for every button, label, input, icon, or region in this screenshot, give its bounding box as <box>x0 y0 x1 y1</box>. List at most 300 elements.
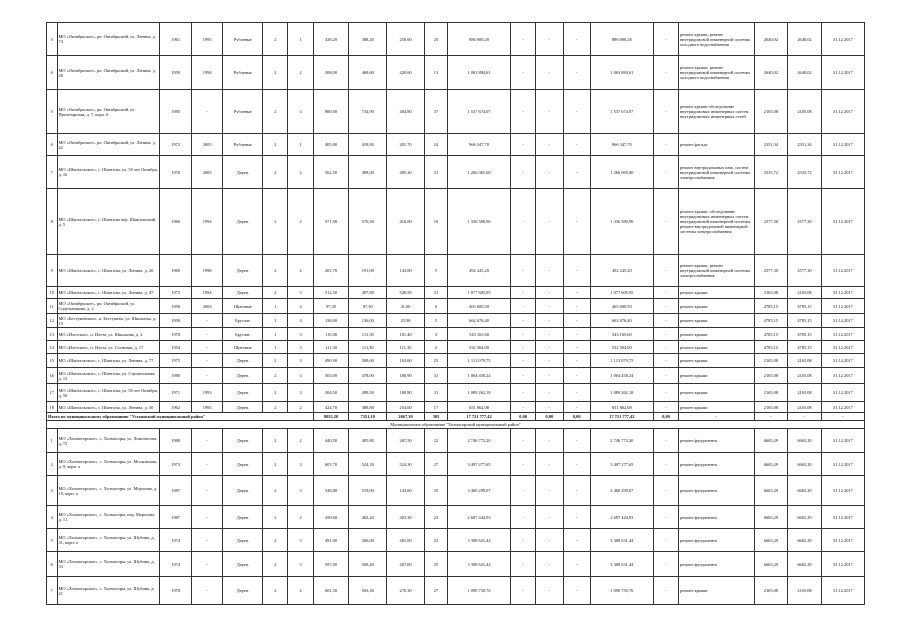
cell-date: 31.12.2017 <box>821 402 864 413</box>
cell-mat: Дерев. <box>223 189 263 255</box>
cell-d2: - <box>536 384 563 402</box>
cell-p: 25 <box>424 476 447 506</box>
section-title: Муниципальное образование "Холмогорский муниципальный район" <box>47 421 865 429</box>
cell-y1: 1974 <box>160 529 192 552</box>
cell-a3: 143,00 <box>387 255 425 287</box>
cell-d2: - <box>536 90 563 134</box>
cell-a2: 97,30 <box>349 299 387 314</box>
cell-mat: Дерев. <box>223 529 263 552</box>
cell-p: 3 <box>424 328 447 341</box>
cell-d3: - <box>563 314 590 328</box>
cell-u1: 2165,08 <box>754 384 788 402</box>
cell-fl: 2 <box>263 429 288 453</box>
cell-addr: МО «Шангальское», с. Шангалы пер. Шангальский, д. 5 <box>57 189 160 255</box>
cell-a2: 519,00 <box>349 476 387 506</box>
cell-own: 1 089 262,18 <box>590 384 653 402</box>
cell-fl: 2 <box>263 384 288 402</box>
cell-n: 6 <box>47 56 58 90</box>
cell-p: 6 <box>424 299 447 314</box>
cell-p: 24 <box>424 134 447 156</box>
cell-work: ремонт крыши, ремонт внутридомовой инженерной системы холодного водоснабжения <box>679 23 755 56</box>
cell-d2: - <box>536 453 563 476</box>
cell-n: 4 <box>47 506 58 529</box>
cell-d3: - <box>563 402 590 413</box>
total-unit-2: - <box>788 413 822 421</box>
cell-a2: 497,80 <box>349 287 387 299</box>
cell-y1: 1950 <box>160 299 192 314</box>
cell-d2: - <box>536 23 563 56</box>
cell-date: 31.12.2017 <box>821 56 864 90</box>
cell-d4: - <box>653 189 678 255</box>
cell-fl: 2 <box>263 402 288 413</box>
cell-mat: Дерев. <box>223 506 263 529</box>
cell-fl: 2 <box>263 255 288 287</box>
total-fund-3: 0,00 <box>563 413 590 421</box>
cell-cost: 2 746 772,20 <box>448 429 511 453</box>
cell-en: 3 <box>288 529 313 552</box>
cell-cost: 966 347,70 <box>448 134 511 156</box>
registry-sheet <box>46 22 865 605</box>
cell-en: 2 <box>288 402 313 413</box>
cell-date: 31.12.2017 <box>821 189 864 255</box>
cell-d4: - <box>653 90 678 134</box>
cell-en: 1 <box>288 23 313 56</box>
cell-d4: - <box>653 287 678 299</box>
cell-fl: 2 <box>263 506 288 529</box>
cell-a2: 388,80 <box>349 402 387 413</box>
cell-a2: 418,80 <box>349 134 387 156</box>
cell-en: 3 <box>288 287 313 299</box>
cell-addr: МО «Холмогорское», с. Холмогоры, ул. Шубина, д. 21 <box>57 577 160 605</box>
table-row <box>47 453 865 476</box>
total-date: - <box>821 413 864 421</box>
cell-a3: 485,20 <box>387 156 425 189</box>
cell-mat: Дерев. <box>223 368 263 384</box>
cell-a2: 136,00 <box>349 314 387 328</box>
cell-y2: - <box>191 368 223 384</box>
cell-a3: 267,50 <box>387 429 425 453</box>
cell-d1: - <box>511 189 536 255</box>
cell-own: 662 676,40 <box>590 314 653 328</box>
cell-n: 5 <box>47 529 58 552</box>
cell-en: 2 <box>288 189 313 255</box>
cell-fl: 2 <box>263 368 288 384</box>
cell-u1: 4785,15 <box>754 328 788 341</box>
cell-d4: - <box>653 314 678 328</box>
cell-work: ремонт крыши обследование внутридомовых инженерных систем внутридомовых инженерных сетей <box>679 90 755 134</box>
cell-y2: - <box>191 577 223 605</box>
cell-fl: 2 <box>263 552 288 577</box>
cell-a3: 143,60 <box>387 476 425 506</box>
cell-d2: - <box>536 341 563 354</box>
cell-date: 31.12.2017 <box>821 134 864 156</box>
cell-n: 18 <box>47 402 58 413</box>
cell-a1: 111,30 <box>313 341 349 354</box>
cell-n: 7 <box>47 577 58 605</box>
cell-fl: 2 <box>263 56 288 90</box>
cell-d1: - <box>511 328 536 341</box>
cell-d1: - <box>511 341 536 354</box>
cell-a1: 97,30 <box>313 299 349 314</box>
cell-mat: Дерев. <box>223 287 263 299</box>
cell-n: 9 <box>47 255 58 287</box>
cell-mat: Щитовые <box>223 341 263 354</box>
cell-d3: - <box>563 299 590 314</box>
cell-date: 31.12.2017 <box>821 476 864 506</box>
cell-d3: - <box>563 287 590 299</box>
cell-a1: 571,90 <box>313 189 349 255</box>
cell-u1: 4785,15 <box>754 314 788 328</box>
cell-work: ремонт крыши <box>679 341 755 354</box>
cell-p: 27 <box>424 577 447 605</box>
cell-en: 3 <box>288 341 313 354</box>
capital-repair-table <box>46 22 865 605</box>
cell-a2: 503,30 <box>349 577 387 605</box>
cell-u1: 6665,29 <box>754 429 788 453</box>
cell-addr: МО «Холмогорское», с. Холмогоры, ул. Шубина, д. 33 <box>57 552 160 577</box>
cell-y1: 1971 <box>160 384 192 402</box>
cell-y1: 1969 <box>160 255 192 287</box>
cell-u2: 2165,08 <box>788 287 822 299</box>
cell-y2: - <box>191 314 223 328</box>
cell-p: 2 <box>424 341 447 354</box>
cell-p: 25 <box>424 552 447 577</box>
cell-a3: 111,30 <box>387 341 425 354</box>
cell-date: 31.12.2017 <box>821 577 864 605</box>
cell-own: 1 113 079,75 <box>590 354 653 368</box>
cell-d1: - <box>511 429 536 453</box>
cell-work: ремонт фундамента <box>679 453 755 476</box>
cell-y1: 1966 <box>160 189 192 255</box>
cell-u1: 2165,08 <box>754 287 788 299</box>
cell-date: 31.12.2017 <box>821 328 864 341</box>
cell-a3: 201,70 <box>387 134 425 156</box>
cell-fl: 2 <box>263 134 288 156</box>
cell-y2: 1998 <box>191 255 223 287</box>
cell-own: 1 266 065,00 <box>590 156 653 189</box>
cell-u1: 2165,08 <box>754 368 788 384</box>
cell-y1: 1980 <box>160 368 192 384</box>
table-row <box>47 156 865 189</box>
cell-y2: - <box>191 328 223 341</box>
table-row <box>47 429 865 453</box>
cell-y2: - <box>191 90 223 134</box>
cell-d1: - <box>511 476 536 506</box>
total-row <box>47 413 865 421</box>
cell-d3: - <box>563 56 590 90</box>
cell-u1: 2577,30 <box>754 255 788 287</box>
cell-work: ремонт крыши, ремонт внутридомовой инженерной системы холодного водоснабжения <box>679 56 755 90</box>
cell-date: 31.12.2017 <box>821 506 864 529</box>
cell-addr: МО «Октябрьское», рп. Октябрьский, ул. Ленина, д. 42 <box>57 134 160 156</box>
cell-n: 7 <box>47 156 58 189</box>
cell-a1: 603,70 <box>313 453 349 476</box>
cell-u2: 4785,15 <box>788 328 822 341</box>
cell-y2: - <box>191 429 223 453</box>
cell-cost: 1 064 458,24 <box>448 368 511 384</box>
cell-u2: 2640,02 <box>788 56 822 90</box>
cell-cost: 1 336 580,96 <box>448 189 511 255</box>
cell-u1: 2165,08 <box>754 402 788 413</box>
cell-d1: - <box>511 506 536 529</box>
cell-d1: - <box>511 134 536 156</box>
cell-mat: Дерев. <box>223 476 263 506</box>
cell-mat: Щитовые <box>223 299 263 314</box>
cell-a1: 136,00 <box>313 314 349 328</box>
cell-fl: 2 <box>263 453 288 476</box>
cell-a3: 481,00 <box>387 529 425 552</box>
cell-d2: - <box>536 368 563 384</box>
cell-work: ремонт крыши, ремонт внутридомовой инженерной системы электроснабжения <box>679 255 755 287</box>
cell-p: 16 <box>424 189 447 255</box>
cell-d4: - <box>653 56 678 90</box>
cell-p: 17 <box>424 402 447 413</box>
cell-mat: Дерев. <box>223 552 263 577</box>
cell-own: 465 600,50 <box>590 299 653 314</box>
cell-u2: 6665,29 <box>788 552 822 577</box>
cell-y2: - <box>191 529 223 552</box>
cell-addr: МО «Холмогорское», с. Холмогоры, ул. Московская, д. 9, корп. а <box>57 453 160 476</box>
cell-date: 31.12.2017 <box>821 341 864 354</box>
total-area-1: 8055,20 <box>313 413 349 421</box>
cell-y1: 1978 <box>160 328 192 341</box>
cell-mat: Дерев. <box>223 453 263 476</box>
cell-work: ремонт крыши <box>679 368 755 384</box>
total-people: 305 <box>424 413 447 421</box>
cell-cost: 532 564,00 <box>448 341 511 354</box>
cell-addr: МО «Шангальское», с. Шангалы, ул. Ленина, д. 77 <box>57 354 160 368</box>
cell-own: 3 388 631,44 <box>590 529 653 552</box>
cell-y1: 1985 <box>160 90 192 134</box>
cell-fl: 1 <box>263 341 288 354</box>
cell-a3: 276,30 <box>387 577 425 605</box>
cell-a3: 416,00 <box>387 189 425 255</box>
cell-a3: 254,00 <box>387 402 425 413</box>
cell-p: 21 <box>424 156 447 189</box>
cell-a3: 180,80 <box>387 384 425 402</box>
cell-u1: 6665,29 <box>754 529 788 552</box>
cell-date: 31.12.2017 <box>821 299 864 314</box>
cell-work: ремонт внутридомовых инж. систем внутридомовой инженерной системы электроснабжения <box>679 156 755 189</box>
cell-p: 25 <box>424 354 447 368</box>
cell-d3: - <box>563 23 590 56</box>
cell-u2: 6665,29 <box>788 453 822 476</box>
cell-cost: 2 687 444,93 <box>448 506 511 529</box>
cell-u1: 6665,29 <box>754 453 788 476</box>
table-row <box>47 552 865 577</box>
cell-y2: 1993 <box>191 384 223 402</box>
cell-fl: 2 <box>263 23 288 56</box>
cell-y2: - <box>191 476 223 506</box>
cell-mat: Рубленые <box>223 23 263 56</box>
cell-u1: 2640,02 <box>754 23 788 56</box>
cell-mat: Рубленые <box>223 56 263 90</box>
table-row <box>47 314 865 328</box>
cell-addr: МО «Холмогорское», с. Холмогоры, ул. Ломоносова, д. 72 <box>57 429 160 453</box>
cell-d1: - <box>511 529 536 552</box>
cell-a2: 468,60 <box>349 56 387 90</box>
cell-d3: - <box>563 552 590 577</box>
cell-u2: 6665,29 <box>788 506 822 529</box>
cell-y1: 1980 <box>160 429 192 453</box>
cell-a3: 407,00 <box>387 552 425 577</box>
cell-d2: - <box>536 429 563 453</box>
cell-mat: Дерев. <box>223 255 263 287</box>
table-row <box>47 402 865 413</box>
cell-a2: 113,50 <box>349 328 387 341</box>
cell-d3: - <box>563 354 590 368</box>
cell-d2: - <box>536 189 563 255</box>
cell-fl: 2 <box>263 354 288 368</box>
cell-addr: МО «Шангальское», с. Шангалы, ул. Ленина, д. 20 <box>57 255 160 287</box>
cell-d2: - <box>536 354 563 368</box>
cell-p: 5 <box>424 255 447 287</box>
cell-date: 31.12.2017 <box>821 287 864 299</box>
cell-d1: - <box>511 90 536 134</box>
cell-mat: Рубленые <box>223 90 263 134</box>
cell-date: 31.12.2017 <box>821 368 864 384</box>
cell-u2: 2640,02 <box>788 23 822 56</box>
cell-own: 1 537 674,07 <box>590 90 653 134</box>
table-row <box>47 23 865 56</box>
cell-work: ремонт фундамента <box>679 529 755 552</box>
cell-mat: Дерев. <box>223 384 263 402</box>
cell-cost: 1 537 674,07 <box>448 90 511 134</box>
cell-own: 543 165,60 <box>590 328 653 341</box>
cell-u1: 6665,29 <box>754 506 788 529</box>
cell-d1: - <box>511 156 536 189</box>
cell-addr: МО «Октябрьское», рп. Октябрьский, ул. Сидельникова, д. 2 <box>57 299 160 314</box>
cell-u2: 6665,29 <box>788 529 822 552</box>
cell-a2: 191,00 <box>349 255 387 287</box>
cell-own: 2 687 444,93 <box>590 506 653 529</box>
cell-u1: 4785,15 <box>754 341 788 354</box>
cell-fl: 2 <box>263 156 288 189</box>
cell-date: 31.12.2017 <box>821 354 864 368</box>
cell-d4: - <box>653 384 678 402</box>
cell-a2: 388,20 <box>349 23 387 56</box>
cell-fl: 2 <box>263 529 288 552</box>
cell-fl: 2 <box>263 287 288 299</box>
table-row <box>47 476 865 506</box>
total-fund-1: 0,00 <box>511 413 536 421</box>
cell-n: 17 <box>47 384 58 402</box>
cell-a1: 490,90 <box>313 354 349 368</box>
cell-date: 31.12.2017 <box>821 552 864 577</box>
cell-addr: МО «Октябрьское», рп. Октябрьский, ул. Пролетарская, д. 7, корп. 6 <box>57 90 160 134</box>
cell-n: 14 <box>47 341 58 354</box>
cell-u2: 2577,30 <box>788 255 822 287</box>
cell-work: ремонт крыши <box>679 354 755 368</box>
cell-p: 5 <box>424 314 447 328</box>
cell-a3: 101,40 <box>387 328 425 341</box>
cell-y1: 1987 <box>160 506 192 529</box>
cell-y2: 2003 <box>191 299 223 314</box>
cell-a2: 498,50 <box>349 384 387 402</box>
total-own-funds: 17 721 777,42 <box>590 413 653 421</box>
cell-u2: 2165,08 <box>788 354 822 368</box>
cell-p: 23 <box>424 506 447 529</box>
cell-cost: 3 388 631,44 <box>448 552 511 577</box>
cell-en: 3 <box>288 453 313 476</box>
cell-fl: 2 <box>263 476 288 506</box>
cell-mat: Дерев. <box>223 402 263 413</box>
cell-a2: 405,80 <box>349 429 387 453</box>
cell-a1: 115,00 <box>313 328 349 341</box>
cell-addr: МО «Шангальское», с. Шангалы, ул. 50 лет Октября, д. 50 <box>57 384 160 402</box>
cell-d1: - <box>511 453 536 476</box>
cell-y2: 1994 <box>191 189 223 255</box>
cell-a3: 180,90 <box>387 368 425 384</box>
cell-d3: - <box>563 341 590 354</box>
cell-work: ремонт крыши <box>679 287 755 299</box>
cell-p: 21 <box>424 287 447 299</box>
cell-a3: 524,30 <box>387 453 425 476</box>
cell-u2: 6665,29 <box>788 476 822 506</box>
cell-cost: 543 165,60 <box>448 328 511 341</box>
cell-en: 4 <box>288 299 313 314</box>
cell-d1: - <box>511 384 536 402</box>
cell-en: 4 <box>288 314 313 328</box>
cell-n: 10 <box>47 287 58 299</box>
cell-a1: 508,00 <box>313 56 349 90</box>
cell-p: 31 <box>424 368 447 384</box>
cell-addr: МО «Холмогорское», с. Холмогоры, ул. Шубина, д. 31, корп. а <box>57 529 160 552</box>
cell-a3: 404,80 <box>387 90 425 134</box>
cell-p: 37 <box>424 90 447 134</box>
cell-d3: - <box>563 476 590 506</box>
cell-fl: 1 <box>263 314 288 328</box>
cell-mat: Дерев. <box>223 354 263 368</box>
cell-p: 25 <box>424 23 447 56</box>
cell-u1: 2535,72 <box>754 156 788 189</box>
cell-own: 2 746 772,20 <box>590 429 653 453</box>
cell-addr: МО «Холмогорское», с. Холмогоры, ул. Морозова, д. 10, корп. а <box>57 476 160 506</box>
cell-y1: 1972 <box>160 134 192 156</box>
cell-y1: 1976 <box>160 156 192 189</box>
cell-d2: - <box>536 156 563 189</box>
cell-en: 2 <box>288 577 313 605</box>
cell-own: 1 077 605,95 <box>590 287 653 299</box>
cell-d4: - <box>653 23 678 56</box>
cell-y2: - <box>191 341 223 354</box>
cell-addr: МО «Холмогорское», с. Холмогоры, пер. Морозова, д. 11 <box>57 506 160 529</box>
cell-a1: 201,70 <box>313 255 349 287</box>
cell-a2: 734,90 <box>349 90 387 134</box>
cell-fl: 2 <box>263 577 288 605</box>
cell-a1: 504,50 <box>313 384 349 402</box>
cell-work: ремонт фасада <box>679 134 755 156</box>
cell-d1: - <box>511 552 536 577</box>
cell-d2: - <box>536 577 563 605</box>
cell-cost: 492 245,20 <box>448 255 511 287</box>
cell-d1: - <box>511 23 536 56</box>
cell-en: 3 <box>288 354 313 368</box>
cell-en: 3 <box>288 328 313 341</box>
cell-d3: - <box>563 134 590 156</box>
cell-own: 1 090 750,76 <box>590 577 653 605</box>
cell-addr: МО «Шангальское», с. Шангалы, ул. Строительная, д. 12 <box>57 368 160 384</box>
cell-d3: - <box>563 189 590 255</box>
section-row <box>47 421 865 429</box>
cell-a2: 111,30 <box>349 341 387 354</box>
cell-u2: 4785,15 <box>788 299 822 314</box>
cell-d4: - <box>653 402 678 413</box>
cell-work: ремонт крыши <box>679 314 755 328</box>
cell-en: 3 <box>288 368 313 384</box>
cell-a3: 403,30 <box>387 506 425 529</box>
cell-a1: 450,60 <box>313 506 349 529</box>
